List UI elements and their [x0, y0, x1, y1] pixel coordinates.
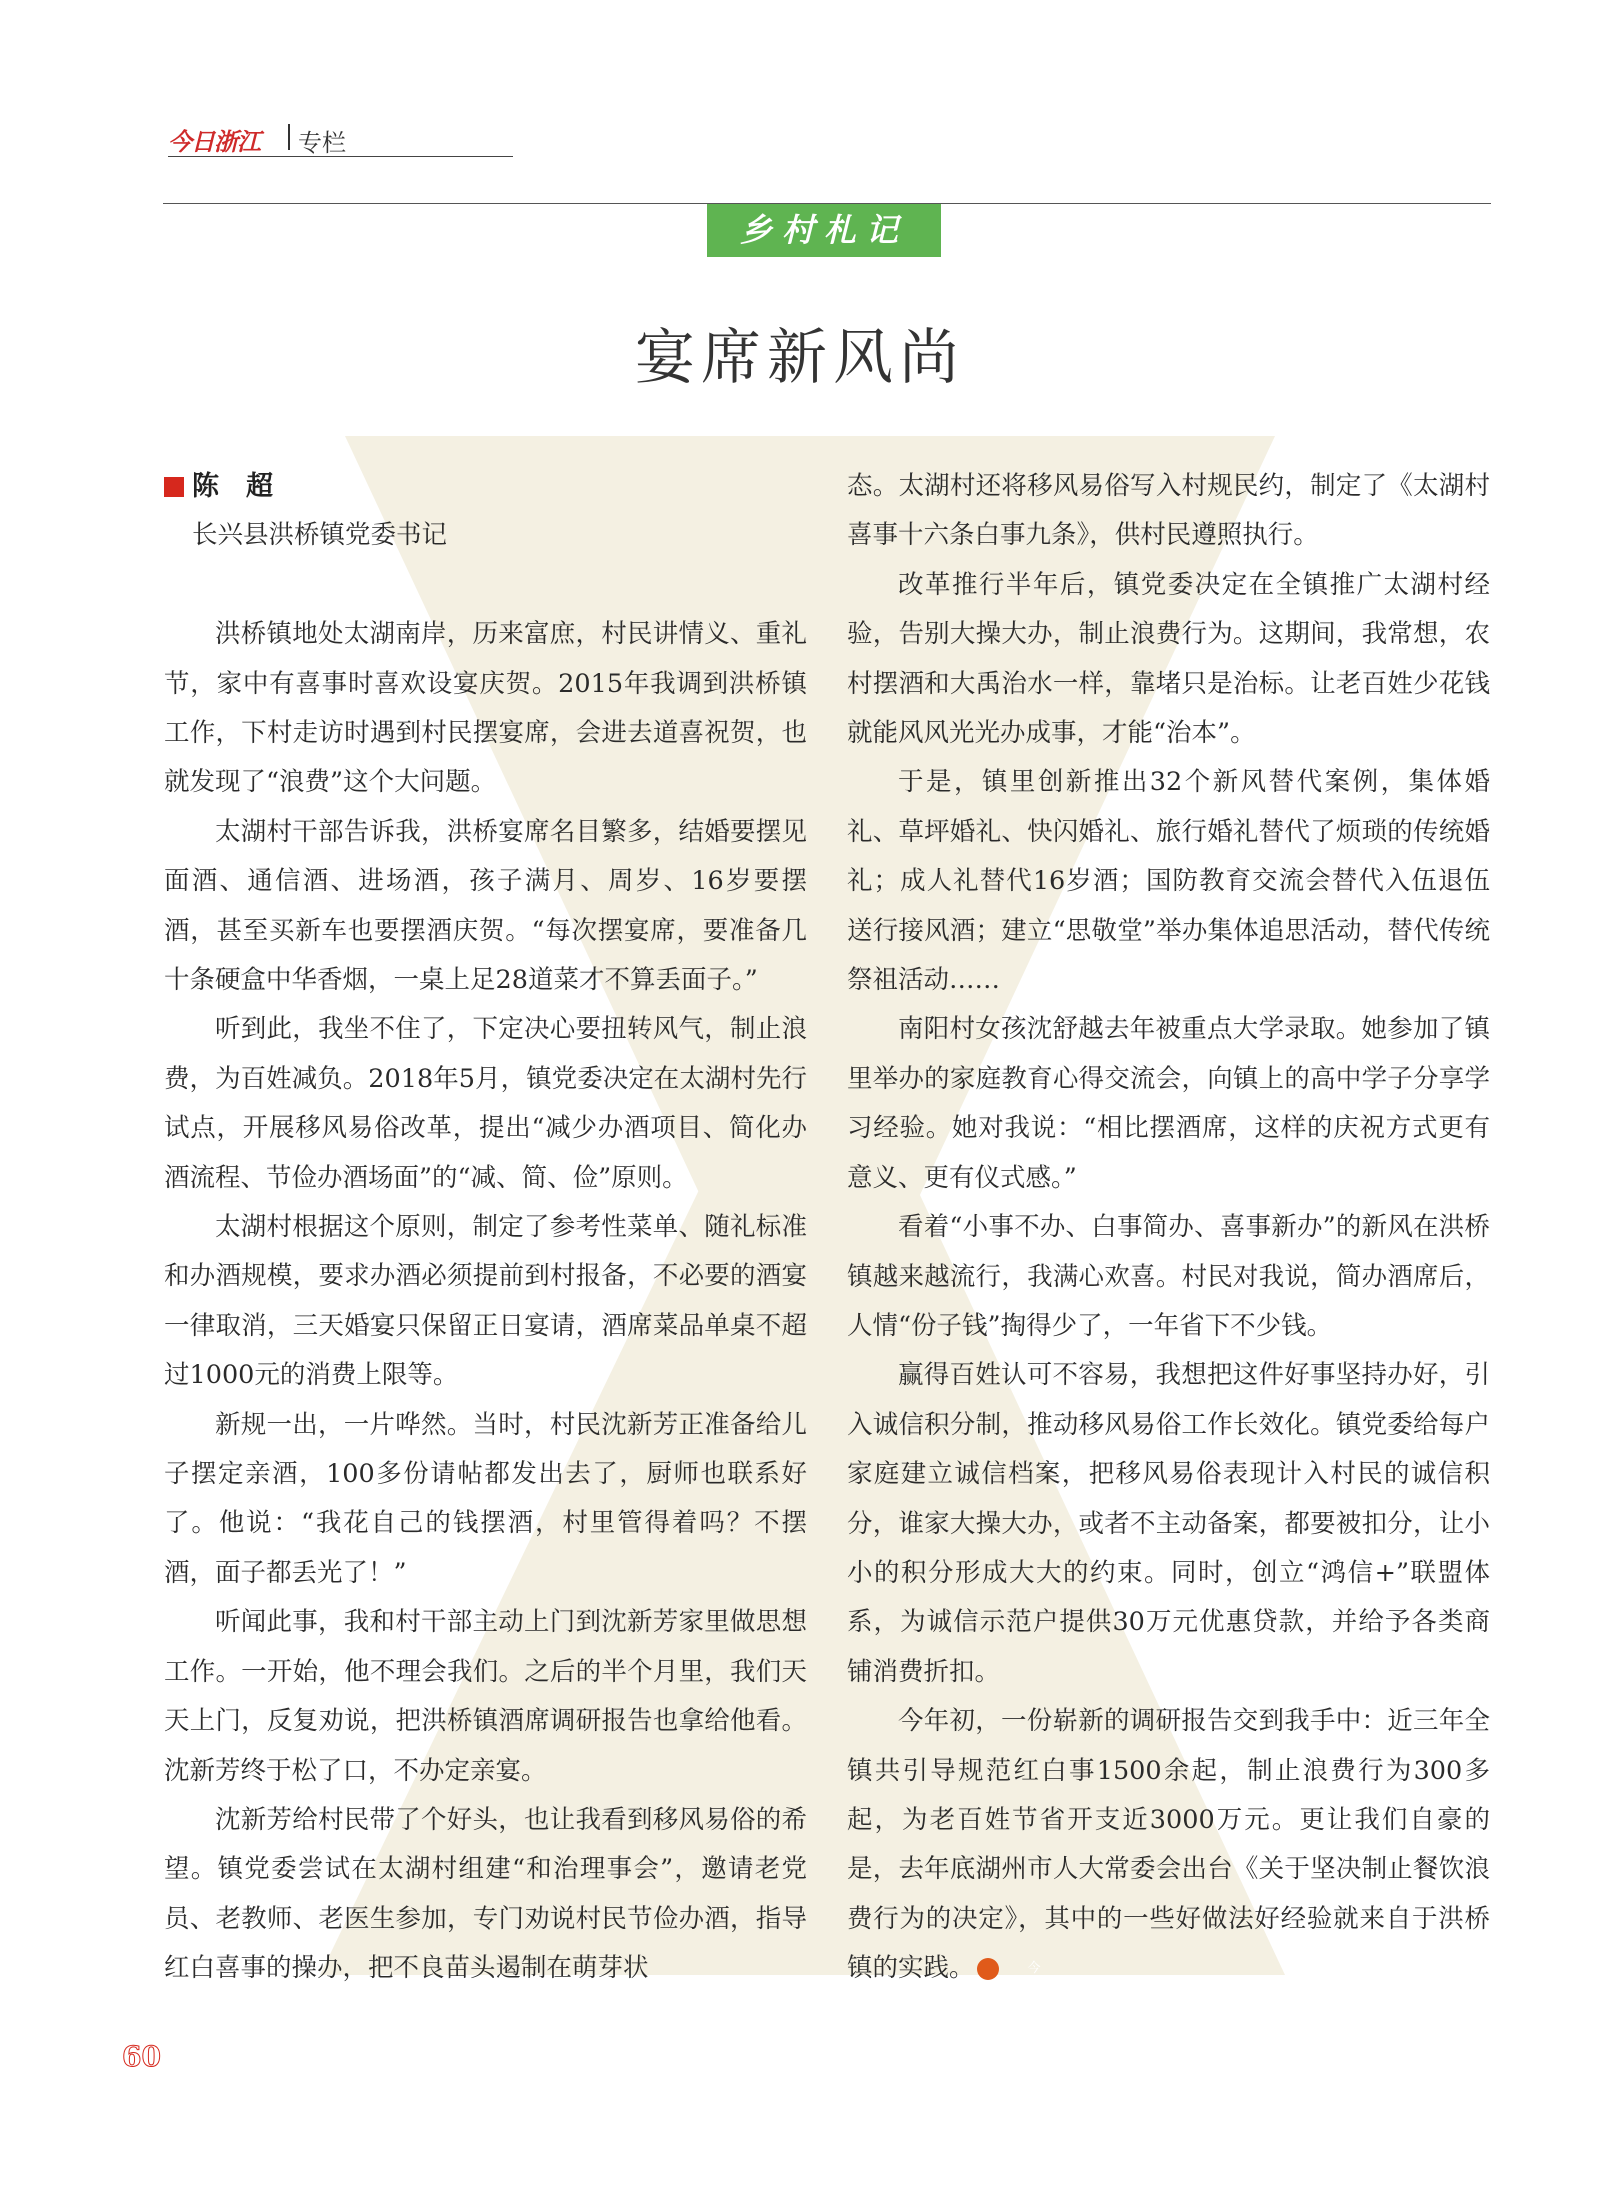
article-title: 宴席新风尚 [635, 323, 965, 393]
body-paragraph: 沈新芳给村民带了个好头，也让我看到移风易俗的希望。镇党委尝试在太湖村组建“和治理事会”，邀请老党员、老教师、老医生参加，专门劝说村民节俭办酒，指导红白喜事的操办，把不良苗头遏制在萌芽状 [164, 1804, 807, 1984]
running-header [168, 120, 513, 157]
header-separator [288, 124, 290, 150]
magazine-logo: 今日浙江 [168, 128, 260, 156]
body-paragraph: 听闻此事，我和村干部主动上门到沈新芳家里做思想工作。一开始，他不理会我们。之后的半个月里，我们天天上门，反复劝说，把洪桥镇酒席调研报告也拿给他看。沈新芳终于松了口，不办定亲宴。 [164, 1607, 807, 1786]
spacer [164, 561, 807, 610]
body-paragraph-continued: 态。太湖村还将移风易俗写入村规民约，制定了《太湖村喜事十六条白事九条》，供村民遵照执行。 [847, 471, 1490, 551]
end-mark-icon: 今 [977, 1958, 999, 1980]
section-tab: 乡村札记 [707, 204, 941, 257]
body-paragraph: 看着“小事不办、白事简办、喜事新办”的新风在洪桥镇越来越流行，我满心欢喜。村民对我说，简办酒席后，人情“份子钱”掏得少了，一年省下不少钱。 [847, 1212, 1490, 1341]
left-column [164, 462, 807, 1994]
author-line [164, 462, 807, 511]
body-paragraph-last [847, 1697, 1490, 1993]
body-paragraph: 太湖村根据这个原则，制定了参考性菜单、随礼标准和办酒规模，要求办酒必须提前到村报备，不必要的酒宴一律取消，三天婚宴只保留正日宴请，酒席菜品单桌不超过1000元的消费上限等。 [164, 1212, 807, 1391]
column-label: 专栏 [298, 129, 346, 157]
body-paragraph: 听到此，我坐不住了，下定决心要扭转风气，制止浪费，为百姓减负。2018年5月，镇党委决定在太湖村先行试点，开展移风易俗改革，提出“减少办酒项目、简化办酒流程、节俭办酒场面”的“减、简、俭”原则。 [164, 1014, 807, 1193]
body-paragraph: 南阳村女孩沈舒越去年被重点大学录取。她参加了镇里举办的家庭教育心得交流会，向镇上的高中学子分享学习经验。她对我说：“相比摆酒席，这样的庆祝方式更有意义、更有仪式感。” [847, 1014, 1490, 1193]
right-column [847, 462, 1490, 1994]
body-paragraph: 赢得百姓认可不容易，我想把这件好事坚持办好，引入诚信积分制，推动移风易俗工作长效化。镇党委给每户家庭建立诚信档案，把移风易俗表现计入村民的诚信积分，谁家大操大办，或者不主动备案，都要被扣分，让小小的积分形成大大的约束。同时，创立“鸿信+”联盟体系，为诚信示范户提供30万元优惠贷款，并给予各类商铺消费折扣。 [847, 1360, 1490, 1687]
body-paragraph: 新规一出，一片哗然。当时，村民沈新芳正准备给儿子摆定亲酒，100多份请帖都发出去了，厨师也联系好了。他说：“我花自己的钱摆酒，村里管得着吗？不摆酒，面子都丢光了！” [164, 1409, 807, 1588]
body-paragraph: 于是，镇里创新推出32个新风替代案例，集体婚礼、草坪婚礼、快闪婚礼、旅行婚礼替代了烦琐的传统婚礼；成人礼替代16岁酒；国防教育交流会替代入伍退伍送行接风酒；建立“思敬堂”举办集体追思活动，替代传统祭祖活动…… [847, 767, 1490, 996]
last-paragraph-text: 今年初，一份崭新的调研报告交到我手中：近三年全镇共引导规范红白事1500余起，制止浪费行为300多起，为老百姓节省开支近3000万元。更让我们自豪的是，去年底湖州市人大常委会出台《关于坚决制止餐饮浪费行为的决定》，其中的一些好做法好经验就来自于洪桥镇的实践。 [847, 1706, 1490, 1984]
body-paragraph: 改革推行半年后，镇党委决定在全镇推广太湖村经验，告别大操大办，制止浪费行为。这期间，我常想，农村摆酒和大禹治水一样，靠堵只是治标。让老百姓少花钱就能风风光光办成事，才能“治本”。 [847, 569, 1490, 749]
page-number: 60 [122, 2040, 161, 2073]
author-marker-icon [164, 477, 184, 497]
author-position: 长兴县洪桥镇党委书记 [192, 520, 448, 551]
body-paragraph: 太湖村干部告诉我，洪桥宴席名目繁多，结婚要摆见面酒、通信酒、进场酒，孩子满月、周岁、16岁要摆酒，甚至买新车也要摆酒庆贺。“每次摆宴席，要准备几十条硬盒中华香烟，一桌上足28道菜才不算丢面子。” [164, 816, 807, 996]
author-name: 陈 超 [192, 471, 273, 502]
body-paragraph: 洪桥镇地处太湖南岸，历来富庶，村民讲情义、重礼节，家中有喜事时喜欢设宴庆贺。2015年我调到洪桥镇工作，下村走访时遇到村民摆宴席，会进去道喜祝贺，也就发现了“浪费”这个大问题。 [164, 619, 807, 798]
